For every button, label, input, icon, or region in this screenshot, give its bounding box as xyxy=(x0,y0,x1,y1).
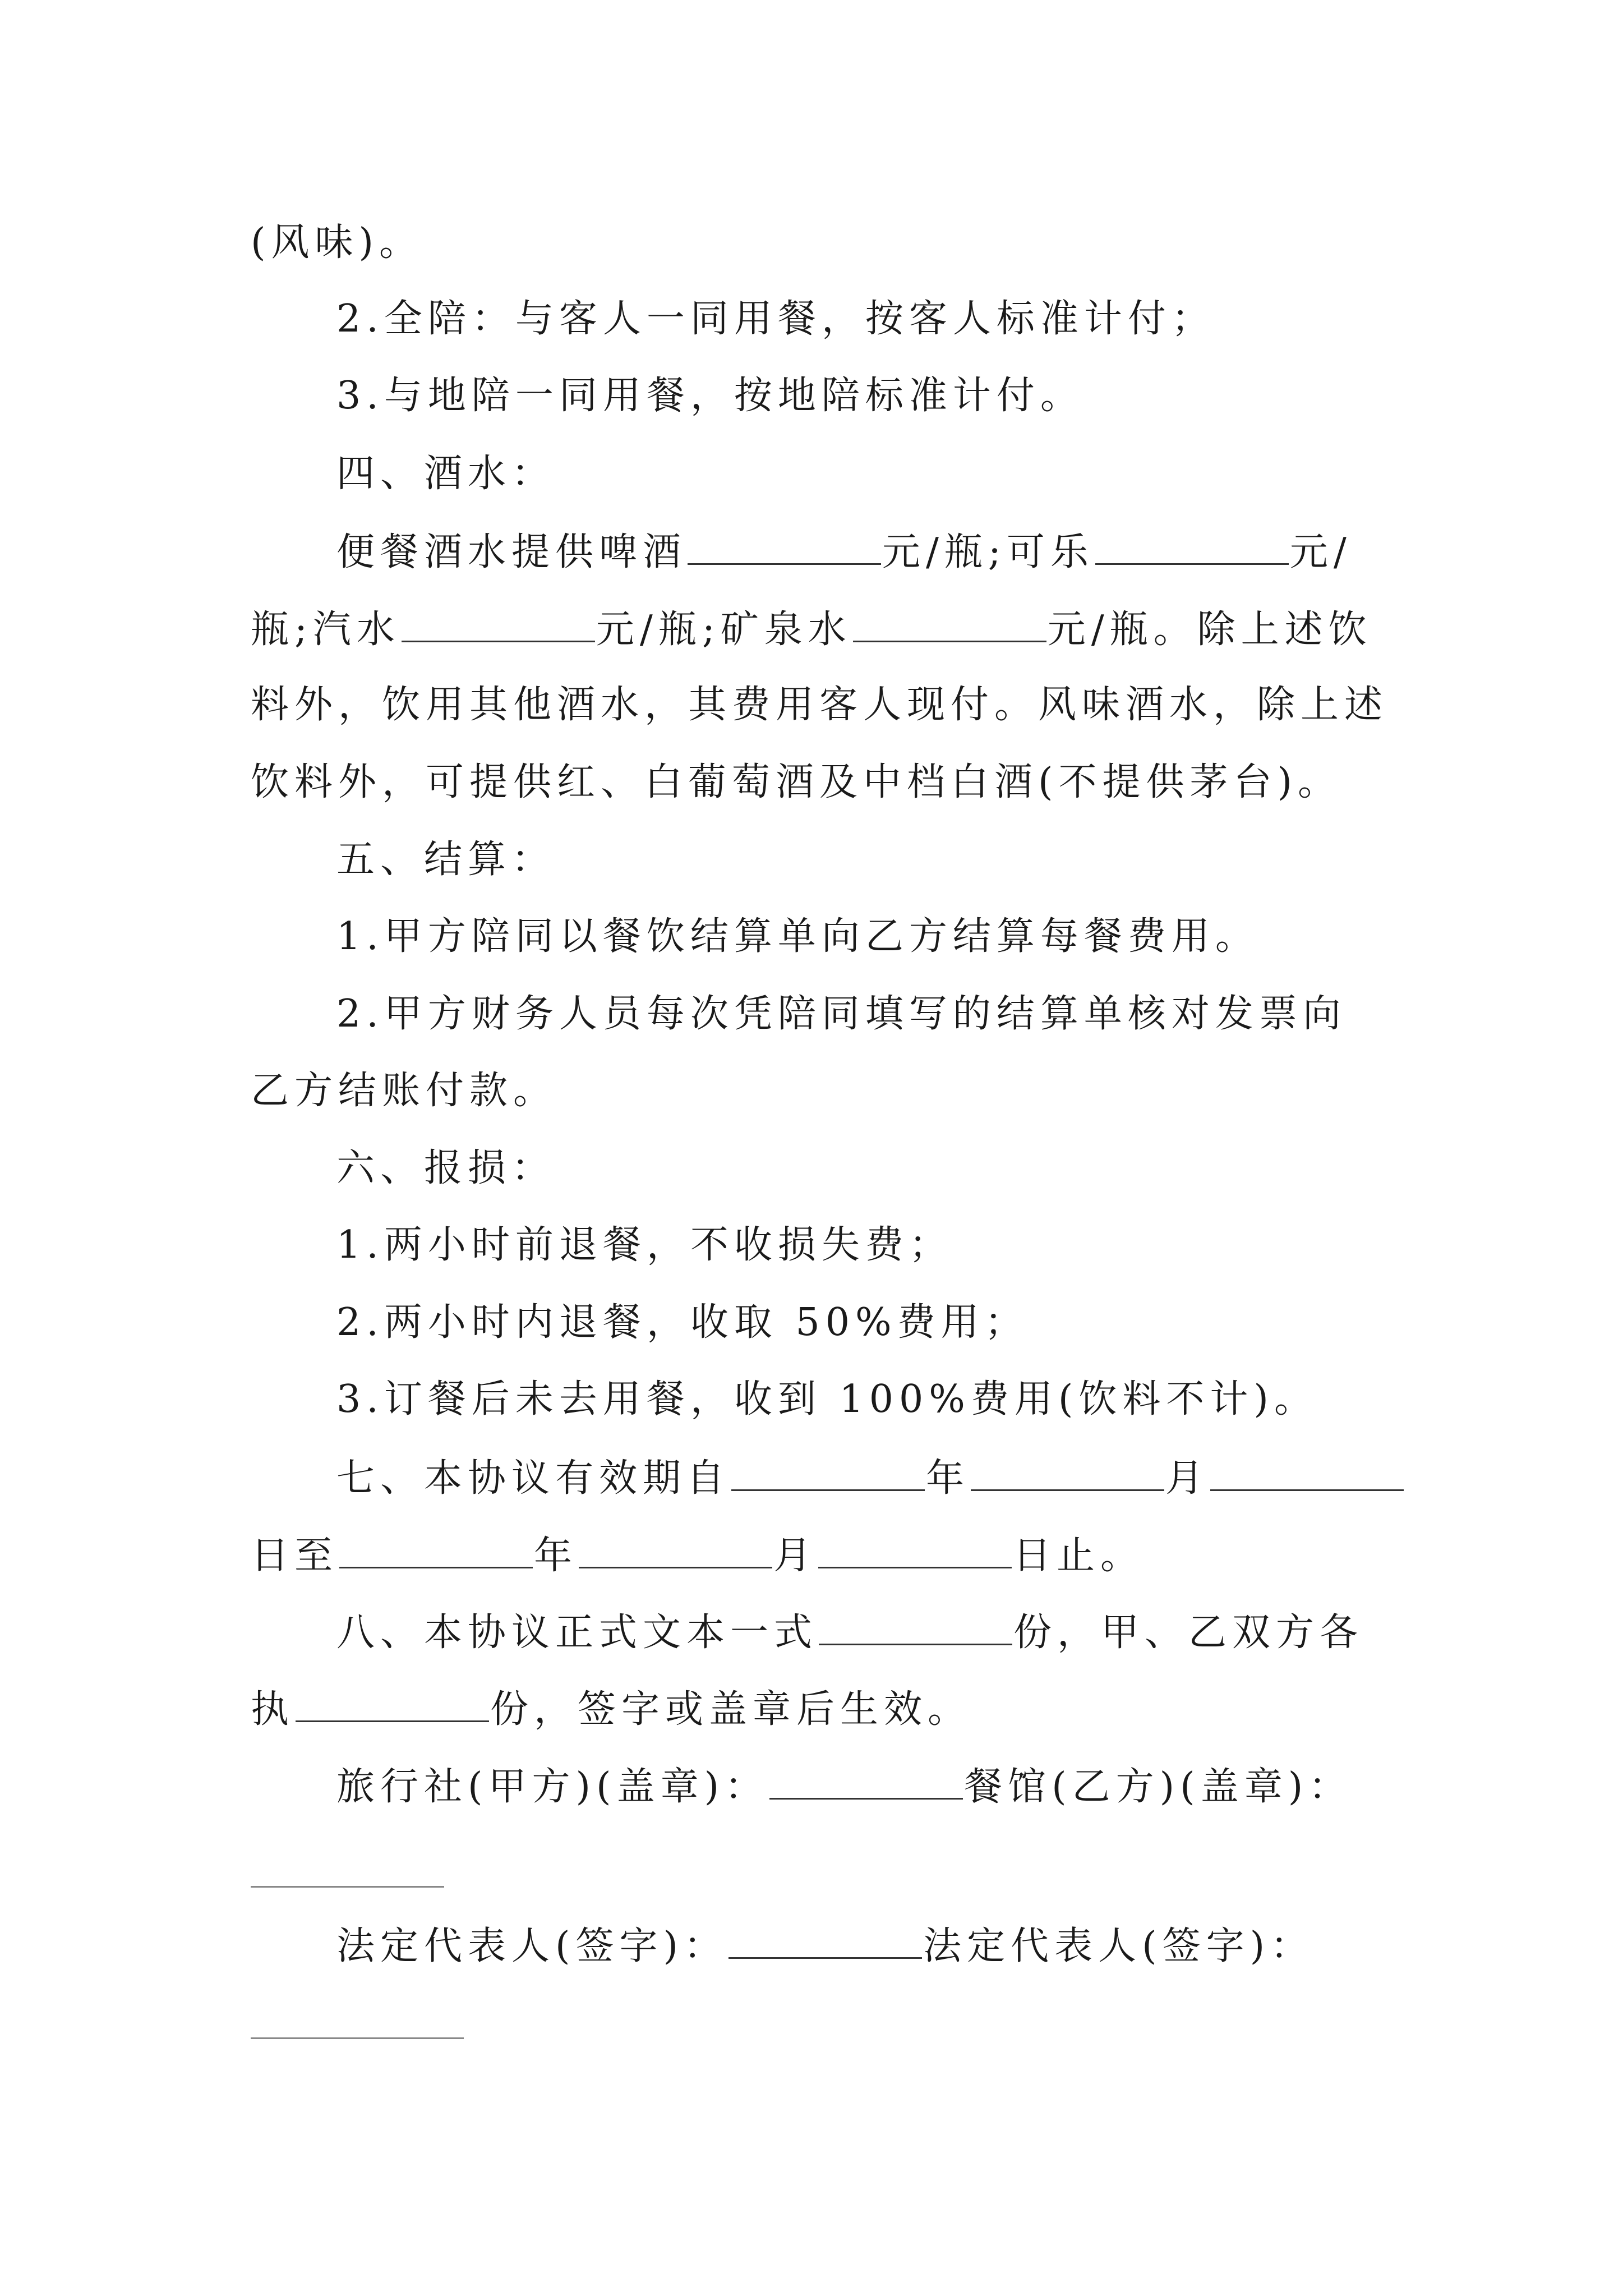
heading-text: 五、结算： xyxy=(336,838,556,882)
section-heading xyxy=(336,1146,555,1191)
paragraph-line xyxy=(251,683,1388,728)
line-text: 执 xyxy=(251,1687,295,1732)
fill-blank[interactable] xyxy=(971,1455,1164,1491)
signature-blank[interactable] xyxy=(251,1886,444,1888)
section-heading xyxy=(336,838,555,882)
paragraph-line xyxy=(336,1455,1405,1501)
line-text: 八、本协议正式文本一式 xyxy=(336,1611,818,1655)
line-text: 1.两小时前退餐，不收损失费； xyxy=(336,1223,953,1267)
paragraph-line xyxy=(336,374,1084,418)
paragraph-line xyxy=(336,1223,953,1268)
line-text: 瓶;汽水 xyxy=(251,608,400,652)
fill-blank[interactable] xyxy=(402,606,595,642)
line-text: 元/瓶;可乐 xyxy=(882,530,1094,574)
line-text: 乙方结账付款。 xyxy=(251,1069,557,1113)
paragraph-line xyxy=(336,992,1347,1037)
heading-text: 四、酒水： xyxy=(336,452,556,496)
paragraph-line xyxy=(336,297,1215,342)
line-text: 2.两小时内退餐，收取 50%费用； xyxy=(336,1300,1029,1345)
paragraph-line xyxy=(251,1532,1144,1579)
line-text: 餐馆(乙方)(盖章)： xyxy=(964,1765,1353,1809)
line-text: 份，签字或盖章后生效。 xyxy=(490,1687,972,1732)
paragraph-line xyxy=(336,1609,1363,1655)
line-text: 法定代表人(签字)： xyxy=(336,1924,728,1968)
line-text: 年 xyxy=(926,1456,970,1501)
line-text: 法定代表人(签字)： xyxy=(923,1924,1315,1968)
line-text: 元/瓶;矿泉水 xyxy=(596,608,852,652)
line-text: 份，甲、乙双方各 xyxy=(1013,1611,1364,1655)
signature-line xyxy=(336,1763,1352,1810)
signature-line xyxy=(336,1922,1314,1969)
fill-blank[interactable] xyxy=(819,1609,1012,1645)
fill-blank[interactable] xyxy=(296,1686,489,1722)
line-text: 元/ xyxy=(1289,530,1352,574)
paragraph-line xyxy=(336,914,1259,959)
paragraph-line xyxy=(336,528,1352,575)
line-text: 年 xyxy=(534,1534,578,1578)
line-text: 饮料外，可提供红、白葡萄酒及中档白酒(不提供茅台)。 xyxy=(251,760,1342,804)
paragraph-line xyxy=(251,760,1341,805)
line-text: 月 xyxy=(773,1534,818,1578)
paragraph-line xyxy=(251,1069,557,1114)
paragraph-line xyxy=(251,606,1372,652)
line-text: 2.甲方财务人员每次凭陪同填写的结算单核对发票向 xyxy=(336,992,1347,1036)
section-heading xyxy=(336,452,555,496)
line-text: 元/瓶。除上述饮 xyxy=(1047,608,1372,652)
fill-blank[interactable] xyxy=(818,1532,1012,1568)
fill-blank[interactable] xyxy=(731,1455,925,1491)
line-text: 2.全陪：与客人一同用餐，按客人标准计付； xyxy=(336,297,1215,341)
fill-blank[interactable] xyxy=(1095,528,1289,565)
fill-blank[interactable] xyxy=(728,1922,922,1959)
paragraph-line xyxy=(251,220,423,265)
line-text: 3.与地陪一同用餐，按地陪标准计付。 xyxy=(336,374,1084,418)
paragraph-line xyxy=(336,1300,1029,1345)
fill-blank[interactable] xyxy=(769,1763,963,1800)
line-text: 日止。 xyxy=(1013,1534,1145,1578)
signature-blank[interactable] xyxy=(251,2037,464,2039)
paragraph-line xyxy=(336,1377,1318,1422)
fill-blank[interactable] xyxy=(339,1532,533,1568)
fill-blank[interactable] xyxy=(579,1532,772,1568)
heading-text: 六、报损： xyxy=(336,1146,556,1190)
line-text: 日至 xyxy=(251,1534,339,1578)
paragraph-line xyxy=(251,1686,971,1732)
fill-blank[interactable] xyxy=(688,528,881,565)
line-text: 旅行社(甲方)(盖章)： xyxy=(336,1765,769,1809)
line-text: 1.甲方陪同以餐饮结算单向乙方结算每餐费用。 xyxy=(336,914,1259,959)
line-text: 3.订餐后未去用餐，收到 100%费用(饮料不计)。 xyxy=(336,1377,1318,1421)
line-text: 便餐酒水提供啤酒 xyxy=(336,530,687,574)
line-text: 料外，饮用其他酒水，其费用客人现付。风味酒水，除上述 xyxy=(251,683,1389,727)
line-text: 七、本协议有效期自 xyxy=(336,1456,731,1501)
fill-blank[interactable] xyxy=(853,606,1046,642)
line-text: (风味)。 xyxy=(251,220,423,265)
line-text: 月 xyxy=(1165,1456,1210,1501)
fill-blank[interactable] xyxy=(1210,1455,1404,1491)
